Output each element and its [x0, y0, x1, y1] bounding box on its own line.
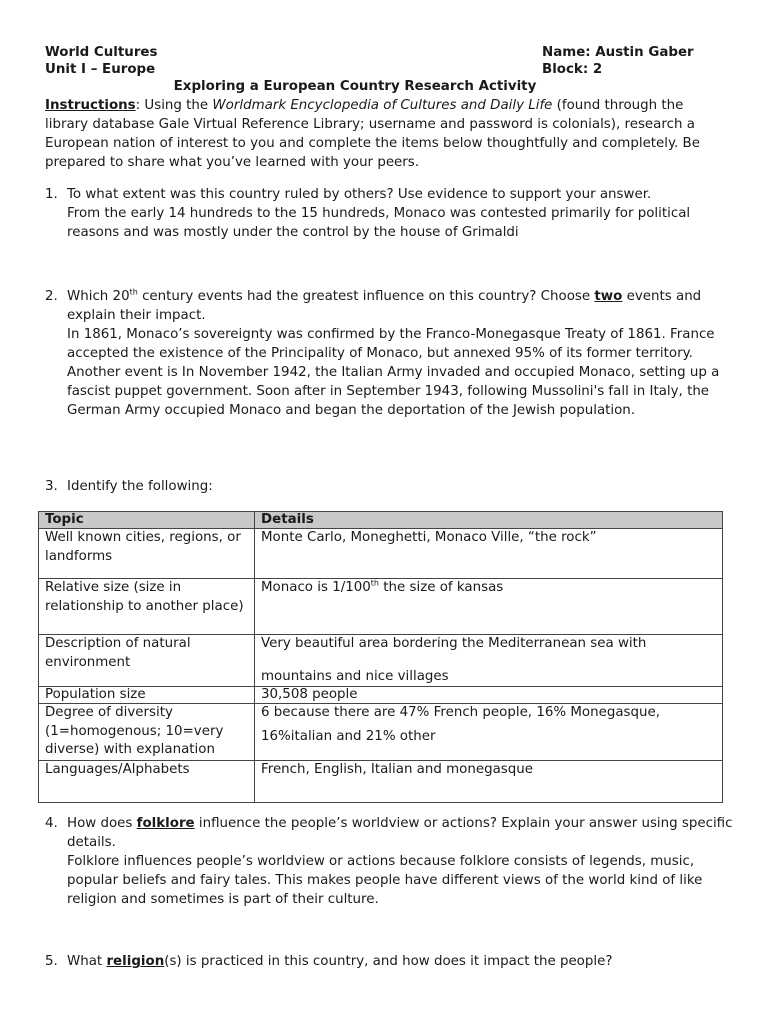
- instructions-label: Instructions: [45, 98, 136, 113]
- answer-text: Folklore influences people’s worldview or actions because folklore consists of legends, music, popular beliefs and fairy tales. This makes people have different views of the world kind of like religion and sometimes is part of their culture.: [67, 854, 703, 907]
- question-text: [67, 814, 747, 852]
- question-text: Identify the following:: [67, 479, 213, 494]
- table-row: [39, 529, 723, 579]
- question-2: [45, 287, 725, 420]
- details-cell: [255, 635, 723, 687]
- details-text-part: Monaco is 1/100: [261, 580, 371, 595]
- instructions-text-b: (found through the library database Gale Virtual Reference Library; username and password is colonials), research a European nation of interest to you and complete the items below thoughtfully and completely. Be prepared to share what you’ve learned with your peers.: [45, 98, 700, 170]
- topic-cell: Description of natural environment: [39, 635, 255, 687]
- table-header-topic: Topic: [39, 512, 255, 529]
- document-title: Exploring a European Country Research Activity: [173, 79, 537, 94]
- unit-name: Unit I – Europe: [45, 62, 156, 77]
- answer-text: From the early 14 hundreds to the 15 hundreds, Monaco was contested primarily for political reasons and was mostly under the control by the house of Grimaldi: [67, 206, 691, 240]
- details-cell: Monte Carlo, Moneghetti, Monaco Ville, “the rock”: [255, 529, 723, 579]
- emphasis-word: two: [594, 289, 623, 304]
- details-text-part: mountains and nice villages: [261, 668, 449, 684]
- question-3: [45, 477, 747, 496]
- emphasis-word: folklore: [136, 816, 195, 831]
- topic-cell: Degree of diversity (1=homogenous; 10=very diverse) with explanation: [39, 704, 255, 761]
- question-number: 3.: [45, 479, 58, 494]
- question-text-part: (s) is practiced in this country, and how does it impact the people?: [164, 954, 613, 969]
- table-row: [39, 704, 723, 761]
- question-number: 4.: [45, 816, 58, 831]
- question-text-part: century events had the greatest influence on this country? Choose: [137, 289, 595, 304]
- details-cell: 30,508 people: [255, 687, 723, 704]
- instructions-text-a: : Using the: [135, 98, 213, 113]
- table-row: [39, 579, 723, 635]
- question-number: 1.: [45, 187, 58, 202]
- details-text-part: Very beautiful area bordering the Mediterranean sea with: [261, 636, 647, 651]
- question-number: 2.: [45, 289, 58, 304]
- question-text-part: How does: [67, 816, 137, 831]
- details-cell: French, English, Italian and monegasque: [255, 760, 723, 802]
- instructions-source: Worldmark Encyclopedia of Cultures and Daily Life: [212, 98, 553, 113]
- details-text-part: the size of kansas: [379, 580, 504, 595]
- header-row-2: [45, 61, 725, 78]
- topic-cell: Well known cities, regions, or landforms: [39, 529, 255, 579]
- block-number: Block: 2: [542, 62, 603, 77]
- question-text: [67, 952, 747, 971]
- question-text-part: What: [67, 954, 107, 969]
- emphasis-word: religion: [106, 954, 165, 969]
- student-name: Name: Austin Gaber: [542, 45, 694, 60]
- table-header-row: [39, 512, 723, 529]
- question-number: 5.: [45, 954, 58, 969]
- country-info-table: [38, 511, 723, 803]
- topic-cell: Languages/Alphabets: [39, 760, 255, 802]
- table-row: [39, 635, 723, 687]
- course-name: World Cultures: [45, 45, 158, 60]
- table-header-details: Details: [255, 512, 723, 529]
- question-text: To what extent was this country ruled by others? Use evidence to support your answer.: [67, 187, 652, 202]
- topic-cell: Relative size (size in relationship to another place): [39, 579, 255, 635]
- question-1: [45, 185, 725, 242]
- details-text-part: 6 because there are 47% French people, 16% Monegasque,: [261, 705, 660, 720]
- details-cell: [255, 579, 723, 635]
- table-row: [39, 760, 723, 802]
- question-text-part: Which 20: [67, 289, 130, 304]
- question-text-part: influence the people’s worldview or actions? Explain your answer using specific details.: [67, 816, 733, 850]
- question-4: [45, 814, 747, 909]
- answer-text: In 1861, Monaco’s sovereignty was confirmed by the Franco-Monegasque Treaty of 1861. France accepted the existence of the Principality of Monaco, but annexed 95% of its former territory. Another event is In November 1942, the Italian Army invaded and occupied Monaco, setting up a fascist puppet government. Soon after in September 1943, following Mussolini's fall in Italy, the German Army occupied Monaco and began the deportation of the Jewish population.: [67, 327, 720, 418]
- question-text-part: events and explain their impact.: [67, 289, 702, 323]
- table-row: [39, 687, 723, 704]
- details-cell: [255, 704, 723, 761]
- question-text: [67, 287, 725, 325]
- instructions: [45, 96, 725, 172]
- superscript: th: [129, 287, 138, 297]
- details-text-part: 16%italian and 21% other: [261, 728, 436, 744]
- topic-cell: Population size: [39, 687, 255, 704]
- header-row-1: [45, 44, 725, 61]
- superscript: th: [370, 578, 380, 588]
- question-5: [45, 952, 747, 971]
